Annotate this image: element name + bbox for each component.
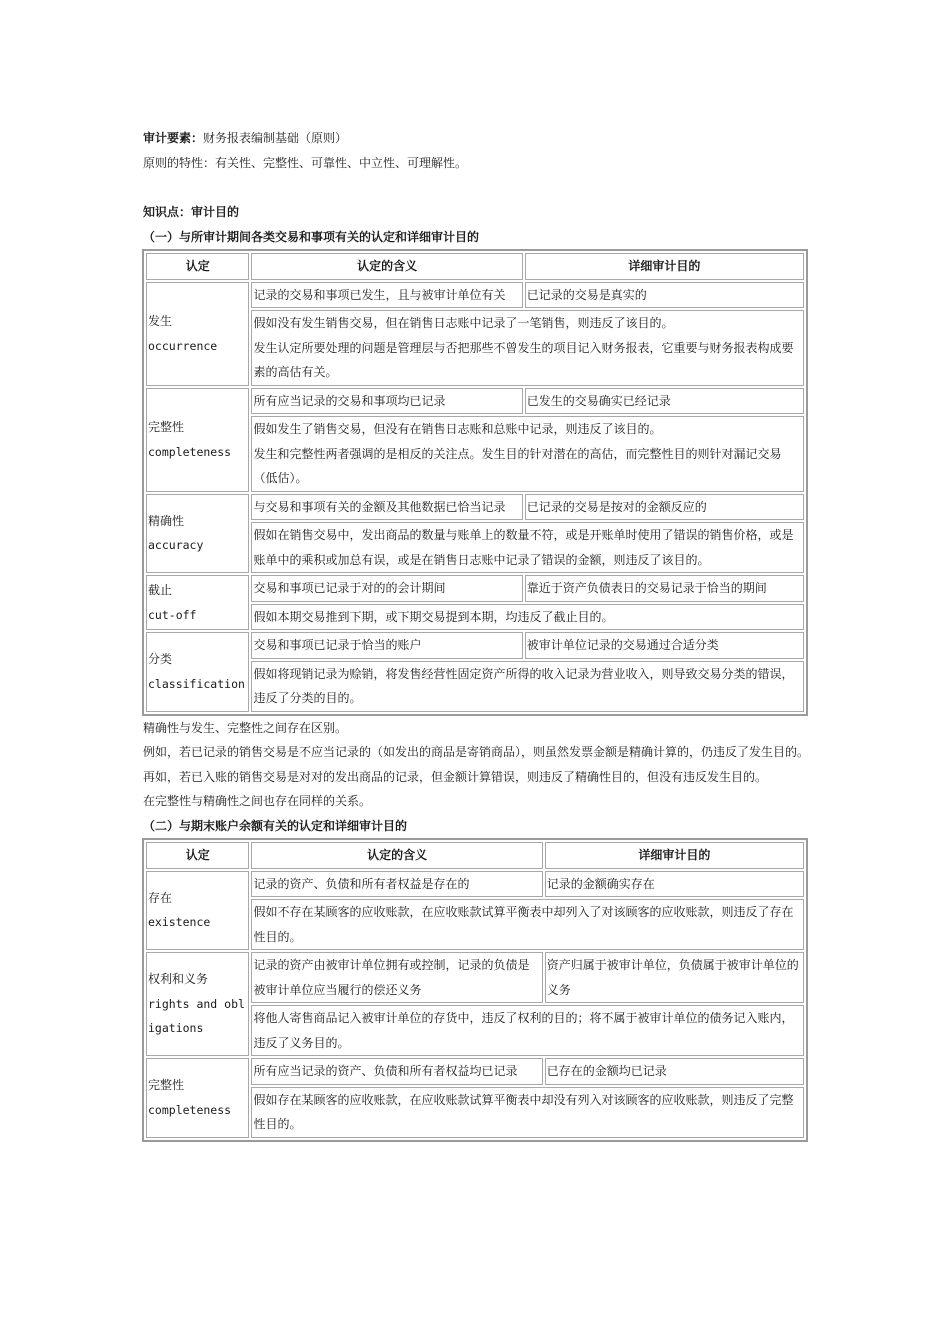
note-cell [251, 604, 804, 631]
assertion-name-en: existence [148, 915, 211, 930]
assertion-row [146, 282, 804, 309]
assertion-cell [146, 282, 249, 386]
note-cell [251, 1005, 804, 1056]
audit-element-text: 财务报表编制基础（原则） [203, 131, 348, 145]
middle-text [143, 716, 809, 814]
assertion-name-cn: 存在 [148, 890, 173, 905]
column-header: 认定的含义 [251, 842, 542, 869]
assertion-name-cn: 截止 [148, 583, 173, 597]
note-paragraph: 假如存在某顾客的应收账款，在应收账款试算平衡表中却没有列入对该顾客的应收账款，则违反了完整性目的。 [253, 1092, 794, 1131]
assertion-name-en: rights and obligations [148, 996, 245, 1036]
header-row [146, 842, 804, 869]
assertion-cell [146, 494, 249, 574]
header-row [146, 253, 804, 280]
note-paragraph: 假如本期交易推到下期，或下期交易提到本期，均违反了截止目的。 [253, 609, 614, 624]
objective-cell: 靠近于资产负债表日的交易记录于恰当的期间 [525, 575, 804, 602]
assertion-cell [146, 871, 249, 951]
note-paragraph: 假如发生了销售交易，但没有在销售日志账和总账中记录，则违反了该目的。 [253, 422, 662, 436]
assertion-name-cn: 发生 [148, 314, 173, 328]
note-paragraph: 假如将现销记录为赊销，将发售经营性固定资产所得的收入记录为营业收入，则导致交易分类的错误，违反了分类的目的。 [253, 666, 794, 705]
objective-cell: 记录的金额确实存在 [545, 871, 804, 898]
note-cell [251, 899, 804, 950]
assertion-name-cn: 完整性 [148, 420, 185, 434]
note-cell [251, 522, 804, 573]
column-header: 详细审计目的 [525, 253, 804, 280]
note-paragraph: 发生和完整性两者强调的是相反的关注点。发生目的针对潜在的高估，而完整性目的则针对漏记交易（低估）。 [253, 446, 782, 485]
meaning-cell: 记录的交易和事项已发生，且与被审计单位有关 [251, 282, 522, 309]
intro-line-2: 原则的特性：有关性、完整性、可靠性、中立性、可理解性。 [143, 155, 468, 170]
column-header: 详细审计目的 [545, 842, 804, 869]
meaning-cell: 记录的资产、负债和所有者权益是存在的 [251, 871, 542, 898]
middle-paragraph: 再如，若已入账的销售交易是对对的发出商品的记录，但金额计算错误，则违反了精确性目的，但没有违反发生目的。 [143, 769, 768, 784]
objective-cell: 已存在的金额均已记录 [545, 1058, 804, 1085]
note-cell [251, 1087, 804, 1138]
note-paragraph: 假如不存在某顾客的应收账款，在应收账款试算平衡表中却列入了对该顾客的应收账款，则违反了存在性目的。 [253, 905, 794, 944]
assertion-cell [146, 575, 249, 630]
note-cell [251, 661, 804, 712]
assertion-name-cn: 完整性 [148, 1078, 185, 1093]
note-cell [251, 310, 804, 386]
document-page [143, 126, 809, 1142]
assertion-name-en: cut-off [148, 607, 197, 622]
assertion-row [146, 575, 804, 602]
section2-title: （二）与期末账户余额有关的认定和详细审计目的 [143, 818, 408, 833]
section1-title: （一）与所审计期间各类交易和事项有关的认定和详细审计目的 [143, 229, 480, 244]
assertion-row [146, 632, 804, 659]
audit-element-label: 审计要素： [143, 131, 204, 145]
objective-cell: 资产归属于被审计单位，负债属于被审计单位的义务 [545, 952, 804, 1003]
assertion-row [146, 1058, 804, 1085]
assertion-name-en: occurrence [148, 338, 218, 353]
assertion-row [146, 388, 804, 415]
meaning-cell: 与交易和事项有关的金额及其他数据已恰当记录 [251, 494, 522, 521]
section2-table [142, 838, 808, 1142]
objective-cell: 已记录的交易是真实的 [525, 282, 804, 309]
middle-paragraph: 在完整性与精确性之间也存在同样的关系。 [143, 794, 372, 808]
meaning-cell: 所有应当记录的资产、负债和所有者权益均已记录 [251, 1058, 542, 1085]
objective-cell: 已发生的交易确实已经记录 [525, 388, 804, 415]
meaning-cell: 交易和事项已记录于恰当的账户 [251, 632, 522, 659]
column-header: 认定 [146, 253, 249, 280]
assertion-row [146, 952, 804, 1003]
column-header: 认定的含义 [251, 253, 522, 280]
note-paragraph: 将他人寄售商品记入被审计单位的存货中，违反了权利的目的；将不属于被审计单位的债务记入账内，违反了义务目的。 [253, 1011, 794, 1050]
assertion-name-cn: 分类 [148, 652, 173, 667]
assertion-row [146, 494, 804, 521]
section1-table [142, 249, 808, 716]
note-paragraph: 假如在销售交易中，发出商品的数量与账单上的数量不符，或是开账单时使用了错误的销售价格，或是账单中的乘积或加总有误，或是在销售日志账中记录了错误的金额，则违反了该目的。 [253, 528, 794, 567]
note-cell [251, 416, 804, 492]
assertion-cell [146, 1058, 249, 1138]
assertion-cell [146, 632, 249, 712]
assertion-name-en: completeness [148, 444, 232, 459]
meaning-cell: 所有应当记录的交易和事项均已记录 [251, 388, 522, 415]
meaning-cell: 记录的资产由被审计单位拥有或控制，记录的负债是被审计单位应当履行的偿还义务 [251, 952, 542, 1003]
knowledge-title: 知识点：审计目的 [143, 205, 240, 219]
objective-cell: 已记录的交易是按对的金额反应的 [525, 494, 804, 521]
assertion-row [146, 871, 804, 898]
note-paragraph: 假如没有发生销售交易，但在销售日志账中记录了一笔销售，则违反了该目的。 [253, 316, 674, 330]
assertion-name-en: accuracy [148, 538, 204, 553]
assertion-name-en: classification [148, 676, 245, 691]
note-paragraph: 发生认定所要处理的问题是管理层与否把那些不曾发生的项目记入财务报表，它重要与财务报表构成要素的高估有关。 [253, 340, 794, 379]
intro-line-1 [143, 126, 809, 151]
assertion-name-cn: 精确性 [148, 513, 185, 528]
assertion-name-en: completeness [148, 1102, 232, 1117]
middle-paragraph: 精确性与发生、完整性之间存在区别。 [143, 720, 348, 735]
assertion-cell [146, 952, 249, 1056]
middle-paragraph: 例如，若已记录的销售交易是不应当记录的（如发出的商品是寄销商品），则虽然发票金额是精确计算的，仍违反了发生目的。 [143, 745, 810, 759]
column-header: 认定 [146, 842, 249, 869]
meaning-cell: 交易和事项已记录于对的的会计期间 [251, 575, 522, 602]
assertion-cell [146, 388, 249, 492]
assertion-name-cn: 权利和义务 [148, 972, 209, 987]
objective-cell: 被审计单位记录的交易通过合适分类 [525, 632, 804, 659]
